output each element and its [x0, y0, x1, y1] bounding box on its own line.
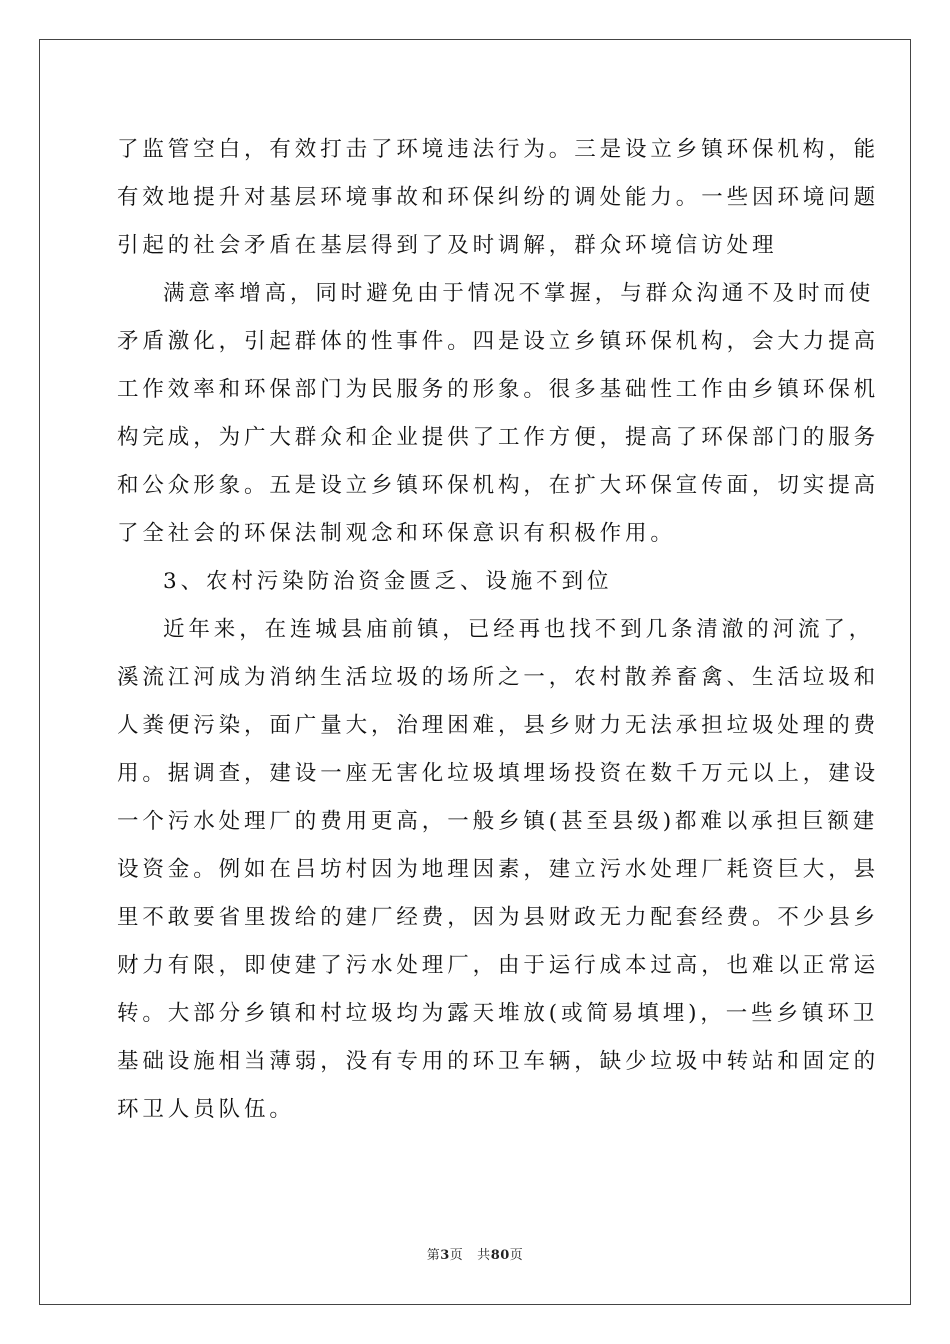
- text-line: 有效地提升对基层环境事故和环保纠纷的调处能力。一些因环境问题: [117, 185, 880, 210]
- text-line: 工作效率和环保部门为民服务的形象。很多基础性工作由乡镇环保机: [117, 377, 880, 402]
- document-body: [117, 126, 880, 1134]
- page-label-suffix: 页: [449, 1248, 464, 1263]
- text-line: 人粪便污染，面广量大，治理困难，县乡财力无法承担垃圾处理的费: [117, 713, 880, 738]
- text-line: 设资金。例如在吕坊村因为地理因素，建立污水处理厂耗资巨大，县: [117, 857, 880, 882]
- text-line: 和公众形象。五是设立乡镇环保机构，在扩大环保宣传面，切实提高: [117, 473, 880, 498]
- text-line: 基础设施相当薄弱，没有专用的环卫车辆，缺少垃圾中转站和固定的: [117, 1049, 880, 1074]
- page-number: 3: [440, 1248, 450, 1263]
- paragraph-first-line: 满意率增高，同时避免由于情况不掌握，与群众沟通不及时而使: [163, 281, 875, 306]
- text-line: 构完成，为广大群众和企业提供了工作方便，提高了环保部门的服务: [117, 425, 880, 450]
- text-line: 转。大部分乡镇和村垃圾均为露天堆放(或简易填埋)，一些乡镇环卫: [117, 1001, 879, 1026]
- text-line: 溪流江河成为消纳生活垃圾的场所之一，农村散养畜禽、生活垃圾和: [117, 665, 880, 690]
- total-pages: 80: [490, 1248, 510, 1263]
- text-line: 财力有限，即使建了污水处理厂，由于运行成本过高，也难以正常运: [117, 953, 880, 978]
- section-heading: 3、农村污染防治资金匮乏、设施不到位: [163, 569, 613, 594]
- text-line: 了全社会的环保法制观念和环保意识有积极作用。: [117, 521, 676, 546]
- paragraph-first-line: 近年来，在连城县庙前镇，已经再也找不到几条清澈的河流了，: [163, 617, 875, 642]
- text-line: 用。据调查，建设一座无害化垃圾填埋场投资在数千万元以上，建设: [117, 761, 880, 786]
- text-line: 了监管空白，有效打击了环境违法行为。三是设立乡镇环保机构，能: [117, 137, 880, 162]
- page-label-prefix: 第: [426, 1248, 441, 1263]
- text-line: 引起的社会矛盾在基层得到了及时调解，群众环境信访处理: [117, 233, 778, 258]
- text-line: 一个污水处理厂的费用更高，一般乡镇(甚至县级)都难以承担巨额建: [117, 809, 879, 834]
- total-label-prefix: 共: [477, 1248, 491, 1263]
- text-line: 环卫人员队伍。: [117, 1097, 295, 1122]
- text-line: 矛盾激化，引起群体的性事件。四是设立乡镇环保机构，会大力提高: [117, 329, 880, 354]
- total-label-suffix: 页: [509, 1248, 524, 1263]
- text-line: 里不敢要省里拨给的建厂经费，因为县财政无力配套经费。不少县乡: [117, 905, 880, 930]
- page-footer: [0, 1244, 950, 1263]
